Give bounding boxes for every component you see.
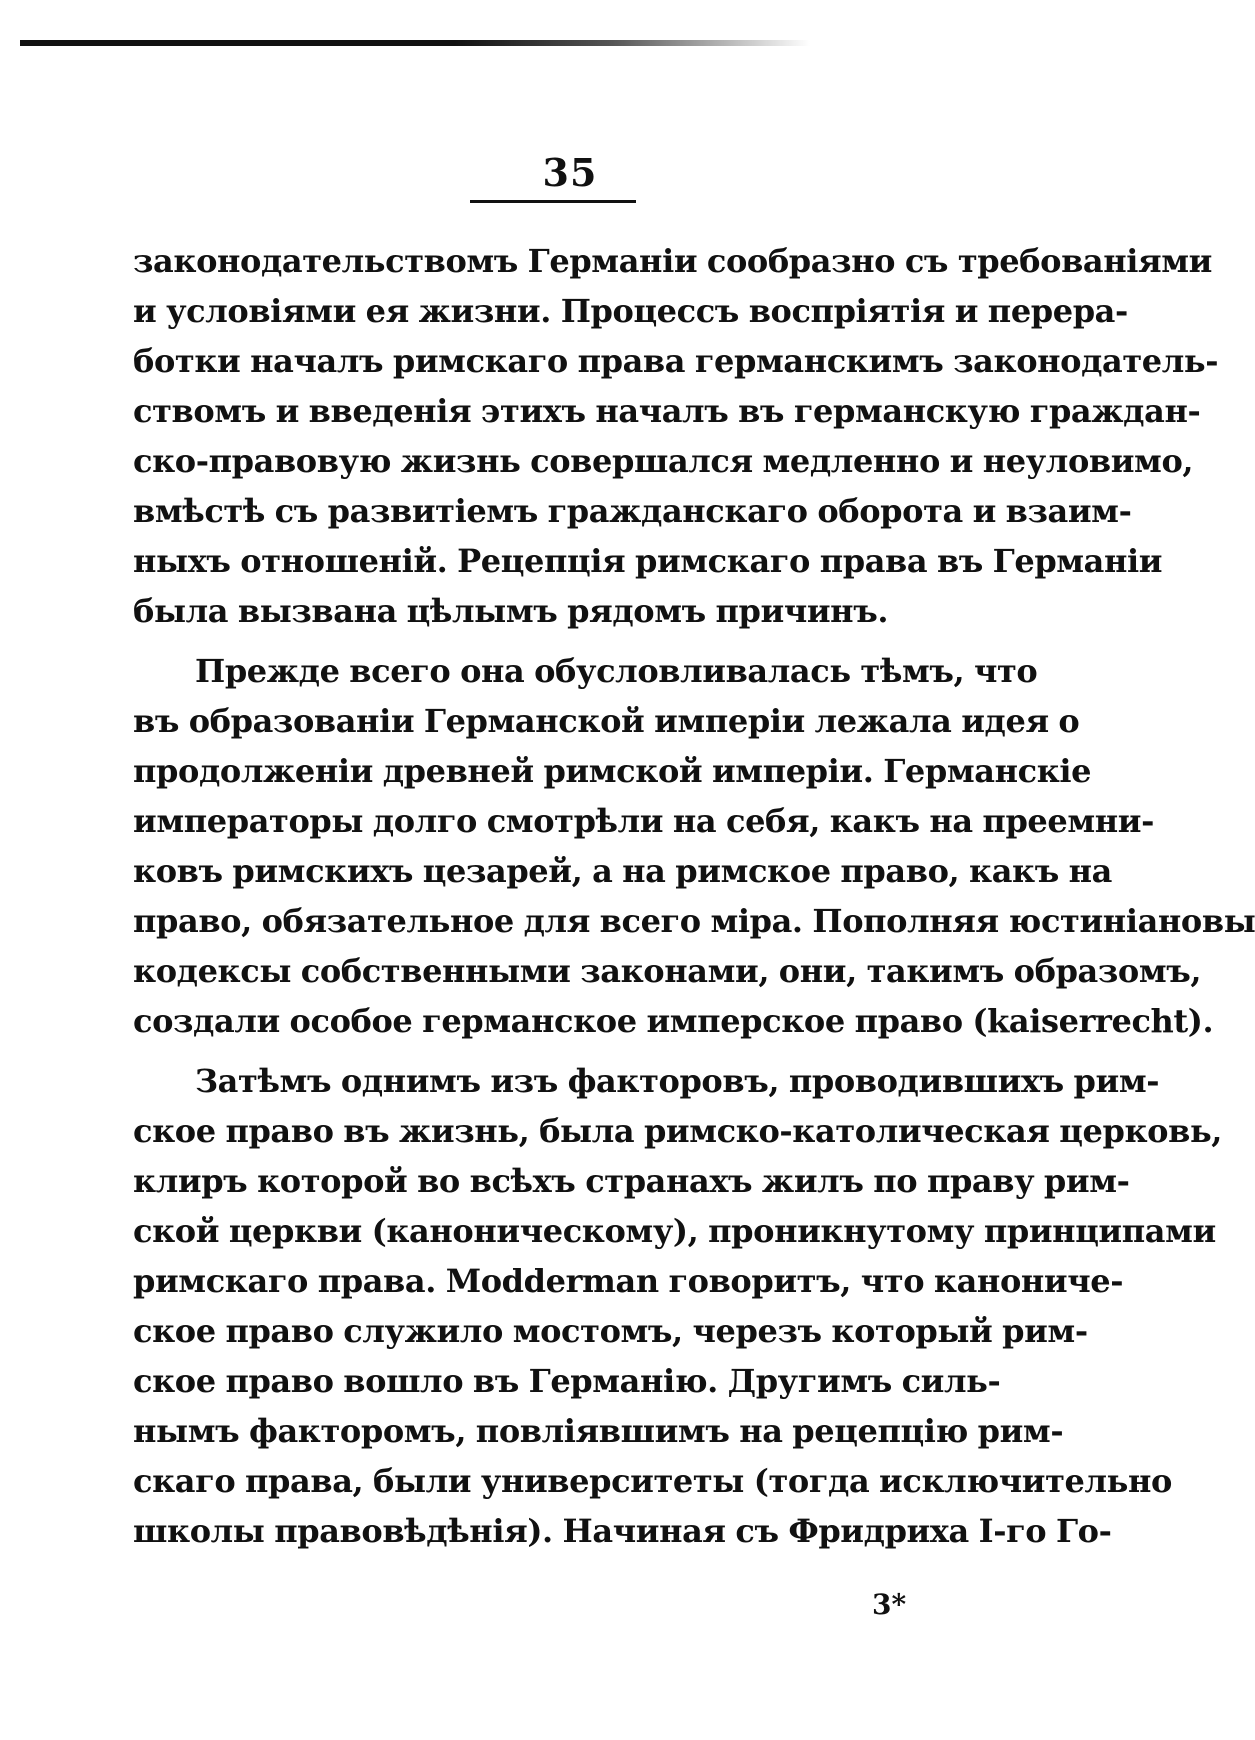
text-line: ботки началъ римскаго права германскимъ законодатель- — [133, 342, 1219, 380]
page-number: 35 — [542, 150, 598, 195]
text-line: ковъ римскихъ цезарей, а на римское право, какъ на — [133, 852, 1112, 890]
text-line: ской церкви (каноническому), проникнутому принципами — [133, 1212, 1216, 1250]
text-line: ныхъ отношеній. Рецепція римскаго права въ Германіи — [133, 542, 1163, 580]
text-line: продолженіи древней римской имперіи. Германскіе — [133, 752, 1092, 790]
text-line: кодексы собственными законами, они, такимъ образомъ, — [133, 952, 1202, 990]
text-line: скаго права, были университеты (тогда исключительно — [133, 1462, 1172, 1500]
text-line: вмѣстѣ съ развитіемъ гражданскаго оборота и взаим- — [133, 492, 1132, 530]
text-line: Затѣмъ однимъ изъ факторовъ, проводившихъ рим- — [195, 1062, 1160, 1100]
text-line: законодательствомъ Германіи сообразно съ требованіями — [133, 242, 1212, 280]
text-line: нымъ факторомъ, повліявшимъ на рецепцію рим- — [133, 1412, 1064, 1450]
text-line: школы правовѣдѣнія). Начиная съ Фридриха I-го Го- — [133, 1512, 1112, 1550]
signature-mark: 3* — [872, 1588, 907, 1621]
text-line: ское право вошло въ Германію. Другимъ силь- — [133, 1362, 1001, 1400]
text-line: ско-правовую жизнь совершался медленно и неуловимо, — [133, 442, 1194, 480]
text-line: право, обязательное для всего міра. Пополняя юстиніановы — [133, 902, 1255, 940]
text-line: римскаго права. Modderman говоритъ, что канониче- — [133, 1262, 1124, 1300]
body-text — [133, 236, 1255, 1556]
text-line: ское право служило мостомъ, черезъ который рим- — [133, 1312, 1088, 1350]
page-number-underline — [470, 200, 636, 203]
text-line: была вызвана цѣлымъ рядомъ причинъ. — [133, 592, 889, 630]
text-line: ствомъ и введенія этихъ началъ въ германскую граждан- — [133, 392, 1201, 430]
paragraph-1 — [133, 236, 1219, 636]
paragraph-3 — [133, 1056, 1223, 1556]
text-line: въ образованіи Германской имперіи лежала идея о — [133, 702, 1080, 740]
paragraph-2 — [133, 646, 1255, 1046]
text-line: императоры долго смотрѣли на себя, какъ на преемни- — [133, 802, 1154, 840]
top-border-rule — [20, 40, 810, 46]
text-line: Прежде всего она обусловливалась тѣмъ, что — [195, 652, 1038, 690]
text-line: создали особое германское имперское право (kaiserrecht). — [133, 1002, 1214, 1040]
text-line: ское право въ жизнь, была римско-католическая церковь, — [133, 1112, 1223, 1150]
text-line: клиръ которой во всѣхъ странахъ жилъ по праву рим- — [133, 1162, 1130, 1200]
text-line: и условіями ея жизни. Процессъ воспріятія и перера- — [133, 292, 1128, 330]
